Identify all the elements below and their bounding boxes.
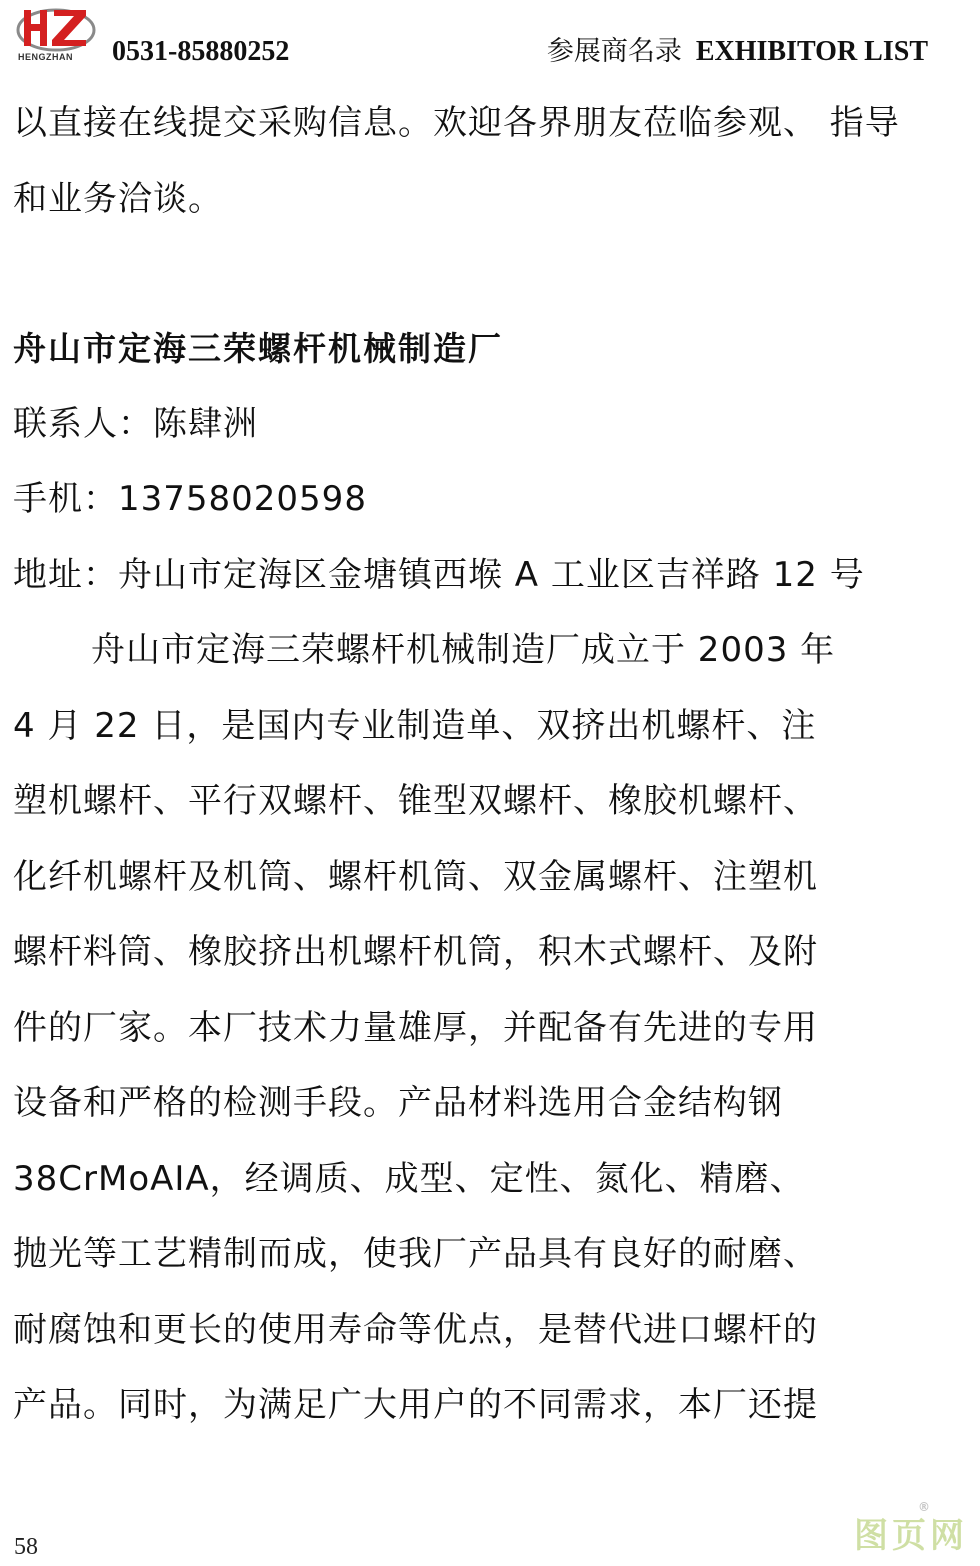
- body-line-2: 4 月 22 日，是国内专业制造单、双挤出机螺杆、注: [13, 705, 817, 746]
- body-line-8: 38CrMoAIA，经调质、成型、定性、氮化、精磨、: [13, 1158, 805, 1199]
- hengzhan-logo: [14, 4, 98, 66]
- header-phone: 0531-85880252: [112, 36, 290, 67]
- body-line-10: 耐腐蚀和更长的使用寿命等优点，是替代进口螺杆的: [13, 1309, 818, 1350]
- watermark: [854, 1500, 968, 1557]
- body-line-4: 化纤机螺杆及机筒、螺杆机筒、双金属螺杆、注塑机: [13, 856, 818, 897]
- body-line-7: 设备和严格的检测手段。产品材料选用合金结构钢: [13, 1083, 783, 1123]
- header-title-cn: 参展商名录: [546, 36, 682, 67]
- header-title: [547, 34, 928, 70]
- company-name: 舟山市定海三荣螺杆机械制造厂: [13, 329, 503, 368]
- page-number: 58: [14, 1534, 38, 1560]
- body-line-9: 抛光等工艺精制而成，使我厂产品具有良好的耐磨、: [13, 1234, 818, 1274]
- header-title-en: EXHIBITOR LIST: [695, 36, 928, 67]
- address-line: 地址：舟山市定海区金塘镇西堠 A 工业区吉祥路 12 号: [13, 554, 865, 595]
- intro-line-2: 和业务洽谈。: [13, 178, 223, 219]
- body-line-1: 舟山市定海三荣螺杆机械制造厂成立于 2003 年: [91, 630, 836, 670]
- spacer: [13, 237, 953, 311]
- watermark-text: 图页网: [854, 1516, 968, 1556]
- mobile-line: 手机：13758020598: [13, 479, 367, 519]
- contact-line: 联系人：陈肆洲: [13, 403, 258, 444]
- registered-mark: ®: [918, 1500, 934, 1514]
- body-line-6: 件的厂家。本厂技术力量雄厚，并配备有先进的专用: [13, 1007, 818, 1048]
- page-header: [0, 0, 980, 80]
- page-content: [13, 86, 953, 1444]
- body-line-5: 螺杆料筒、橡胶挤出机螺杆机筒，积木式螺杆、及附: [13, 932, 818, 972]
- intro-line-1: 以直接在线提交采购信息。欢迎各界朋友莅临参观、 指导: [13, 103, 900, 143]
- body-line-11: 产品。同时，为满足广大用户的不同需求，本厂还提: [13, 1385, 818, 1425]
- body-line-3: 塑机螺杆、平行双螺杆、锥型双螺杆、橡胶机螺杆、: [13, 781, 818, 821]
- logo-subtext: HENGZHAN: [18, 52, 73, 62]
